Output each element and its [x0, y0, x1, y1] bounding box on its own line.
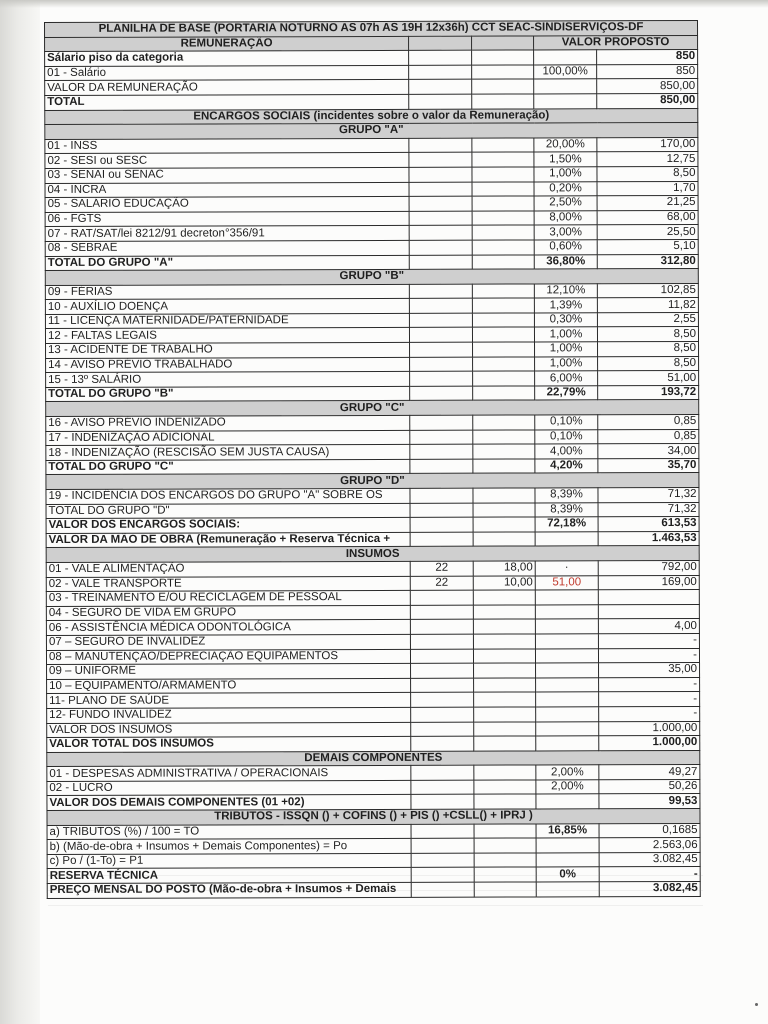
value-cell: [598, 590, 699, 605]
value-cell: 4,00: [598, 619, 699, 634]
row-label: VALOR TOTAL DOS INSUMOS: [47, 736, 411, 752]
quantity-cell: [410, 590, 473, 605]
unit-value-cell: [472, 254, 534, 269]
row-label: VALOR DA MÃO DE OBRA (Remuneração + Reserva Técnica +: [46, 532, 410, 548]
percent-cell: [535, 590, 598, 605]
quantity-cell: [410, 503, 473, 518]
percent-cell: 1,00%: [535, 356, 598, 371]
quantity-cell: [409, 153, 472, 168]
quantity-cell: [410, 357, 473, 372]
percent-cell: 0,60%: [534, 240, 597, 255]
row-label: 07 - RAT/SAT/lei 8212/91 decreton°356/91: [45, 226, 409, 242]
unit-value-cell: [472, 284, 534, 299]
percent-cell: 0,30%: [534, 313, 597, 328]
percent-cell: 36,80%: [534, 254, 597, 269]
quantity-cell: [409, 94, 472, 109]
percent-cell: 20,00%: [534, 138, 597, 153]
value-cell: 71,32: [598, 502, 699, 517]
unit-value-cell: [473, 488, 535, 503]
quantity-cell: [409, 36, 472, 51]
row-label: 16 - AVISO PRÉVIO INDENIZADO: [46, 415, 410, 431]
percent-cell: [535, 619, 598, 634]
unit-value-cell: [473, 415, 535, 430]
percent-cell: 2,00%: [536, 780, 599, 795]
value-cell: -: [599, 692, 700, 707]
row-label: 01 - DESPESAS ADMINISTRATIVA / OPERACIONAIS: [47, 766, 411, 782]
row-label: TOTAL DO GRUPO "D": [46, 503, 410, 519]
percent-cell: 0,10%: [535, 415, 598, 430]
unit-value-cell: [472, 50, 534, 65]
row-label: RESERVA TÉCNICA: [47, 868, 411, 884]
unit-value-cell: [474, 780, 536, 795]
quantity-cell: [409, 240, 472, 255]
value-cell: 312,80: [597, 254, 698, 269]
unit-value-cell: [472, 94, 534, 109]
unit-value-cell: [473, 386, 535, 401]
percent-cell: 12,10%: [534, 283, 597, 298]
quantity-cell: [410, 386, 473, 401]
unit-value-cell: [473, 605, 535, 620]
row-label: 11- PLANO DE SAÚDE: [47, 693, 411, 709]
percent-cell: [534, 79, 597, 94]
value-cell: 1.463,53: [598, 531, 699, 546]
section-title: TRIBUTOS - ISSQN () + COFINS () + PIS () +CSLL() + IPRJ ): [47, 809, 700, 826]
unit-value-cell: [472, 196, 534, 211]
row-label: 02 - VALE TRANSPORTE: [46, 576, 410, 592]
value-cell: 2,55: [597, 312, 698, 327]
value-cell: 8,50: [597, 327, 698, 342]
quantity-cell: [411, 692, 474, 707]
quantity-cell: [409, 138, 472, 153]
value-cell: 12,75: [597, 152, 698, 167]
row-label: b) (Mão-de-obra + Insumos + Demais Componentes) = Po: [47, 839, 411, 855]
value-cell: 34,00: [598, 444, 699, 459]
row-label: 06 - ASSISTÊNCIA MÉDICA ODONTOLÓGICA: [46, 620, 410, 636]
row-label: 03 - TREINAMENTO E/OU RECICLAGEM DE PESSOAL: [46, 591, 410, 607]
unit-value-cell: [474, 736, 536, 751]
percent-cell: [536, 692, 599, 707]
row-label: 10 - AUXÍLIO DOENÇA: [45, 299, 409, 315]
value-cell: 51,00: [598, 371, 699, 386]
value-cell: 5,10: [597, 239, 698, 254]
percent-cell: ·: [535, 561, 598, 576]
quantity-cell: [409, 50, 472, 65]
quantity-cell: [410, 649, 473, 664]
unit-value-cell: [472, 181, 534, 196]
value-cell: [598, 604, 699, 619]
row-label: 19 - INCIDÊNCIA DOS ENCARGOS DO GRUPO "A" SOBRE OS: [46, 488, 410, 504]
percent-cell: 1,00%: [534, 167, 597, 182]
value-cell: 8,50: [598, 342, 699, 357]
unit-value-cell: [473, 648, 535, 663]
value-cell: 1.000,00: [599, 736, 700, 751]
percent-cell: VALOR PROPOSTO: [534, 35, 698, 50]
row-label: TOTAL DO GRUPO "B": [46, 386, 410, 402]
row-label: 09 – UNIFORME: [47, 663, 411, 679]
unit-value-cell: [473, 532, 535, 547]
quantity-cell: [409, 284, 472, 299]
percent-cell: 4,00%: [535, 444, 598, 459]
sheet-title: PLANILHA DE BASE (PORTARIA NOTURNO AS 07h AS 19H 12x36h) CCT SEAC-SINDISERVIÇOS-DF: [45, 20, 698, 37]
scan-speck: [755, 1003, 758, 1006]
quantity-cell: [410, 459, 473, 474]
value-cell: -: [598, 633, 699, 648]
percent-cell: [536, 663, 599, 678]
quantity-cell: [410, 532, 473, 547]
unit-value-cell: [474, 765, 536, 780]
value-cell: 193,72: [598, 385, 699, 400]
value-cell: 8,50: [597, 166, 698, 181]
row-label: VALOR DOS INSUMOS: [47, 722, 411, 738]
row-label: 04 - INCRA: [45, 182, 409, 198]
row-label: 01 - Salário: [45, 65, 409, 81]
unit-value-cell: [473, 590, 535, 605]
unit-value-cell: [473, 459, 535, 474]
unit-value-cell: [473, 342, 535, 357]
value-cell: 613,53: [598, 517, 699, 532]
unit-value-cell: [474, 853, 536, 868]
row-label: 17 - INDENIZAÇÃO ADICIONAL: [46, 430, 410, 446]
quantity-cell: [410, 488, 473, 503]
row-label: 02 - SESI ou SESC: [45, 153, 409, 169]
row-label: 01 - VALE ALIMENTAÇÃO: [46, 561, 410, 577]
quantity-cell: [411, 765, 474, 780]
row-label: VALOR DOS ENCARGOS SOCIAIS:: [46, 518, 410, 534]
row-label: Sálario piso da categoria: [45, 51, 409, 67]
unit-value-cell: [473, 371, 535, 386]
unit-value-cell: [472, 79, 534, 94]
row-label: 07 – SEGURO DE INVALIDEZ: [46, 634, 410, 650]
percent-cell: [536, 736, 599, 751]
value-cell: 8,50: [598, 356, 699, 371]
quantity-cell: [410, 619, 473, 634]
value-cell: 0,85: [598, 429, 699, 444]
quantity-cell: [410, 605, 473, 620]
value-cell: 2.563,06: [599, 838, 700, 853]
section-title: INSUMOS: [46, 546, 699, 563]
quantity-cell: [409, 65, 472, 80]
row-label: 10 – EQUIPAMENTO/ARMAMENTO: [47, 678, 411, 694]
value-cell: 1,70: [597, 181, 698, 196]
row-label: 05 - SALÁRIO EDUCAÇÃO: [45, 196, 409, 212]
section-title: GRUPO "C": [46, 400, 699, 417]
quantity-cell: [411, 736, 474, 751]
percent-cell: 4,20%: [535, 459, 598, 474]
percent-cell: 6,00%: [535, 371, 598, 386]
value-cell: -: [599, 867, 700, 882]
value-cell: -: [599, 677, 700, 692]
row-label: 08 - SEBRAE: [45, 240, 409, 256]
percent-cell: 1,50%: [534, 152, 597, 167]
percent-cell: 2,00%: [536, 765, 599, 780]
unit-value-cell: [472, 327, 534, 342]
unit-value-cell: [472, 225, 534, 240]
value-cell: 850,00: [597, 93, 698, 108]
unit-value-cell: [474, 692, 536, 707]
percent-cell: [534, 50, 597, 65]
row-label: 04 - SEGURO DE VIDA EM GRUPO: [46, 605, 410, 621]
unit-value-cell: [472, 240, 534, 255]
section-title: GRUPO "D": [46, 473, 699, 490]
value-cell: 50,26: [599, 779, 700, 794]
percent-cell: [536, 721, 599, 736]
quantity-cell: 22: [410, 576, 473, 591]
percent-cell: 8,39%: [535, 488, 598, 503]
value-cell: -: [599, 706, 700, 721]
quantity-cell: [409, 211, 472, 226]
quantity-cell: [409, 255, 472, 270]
percent-cell: 1,39%: [534, 298, 597, 313]
row-label: 15 - 13º SALÁRIO: [46, 372, 410, 388]
percent-cell: 16,85%: [536, 823, 599, 838]
value-cell: 850: [597, 50, 698, 65]
percent-cell: [535, 648, 598, 663]
quantity-cell: [411, 838, 474, 853]
value-cell: 25,50: [597, 225, 698, 240]
quantity-cell: [409, 196, 472, 211]
unit-value-cell: [473, 444, 535, 459]
quantity-cell: [411, 853, 474, 868]
unit-value-cell: [473, 634, 535, 649]
value-cell: 792,00: [598, 560, 699, 575]
percent-cell: 72,18%: [535, 517, 598, 532]
value-cell: 850: [597, 64, 698, 79]
row-label: c) Po / (1-To) = P1: [47, 853, 411, 869]
value-cell: 71,32: [598, 487, 699, 502]
unit-value-cell: [474, 663, 536, 678]
percent-cell: 8,39%: [535, 502, 598, 517]
value-cell: 0,1685: [599, 823, 700, 838]
percent-cell: 0,20%: [534, 181, 597, 196]
percent-cell: 1,00%: [534, 327, 597, 342]
row-label: 11 - LICENÇA MATERNIDADE/PATERNIDADE: [45, 313, 409, 329]
quantity-cell: [410, 634, 473, 649]
unit-value-cell: [473, 503, 535, 518]
value-cell: 3.082,45: [599, 852, 700, 867]
quantity-cell: [410, 444, 473, 459]
value-cell: 0,85: [598, 414, 699, 429]
row-label: VALOR DA REMUNERAÇÃO: [45, 80, 409, 96]
unit-value-cell: 18,00: [473, 561, 535, 576]
row-label: 12- FUNDO INVALIDEZ: [47, 707, 411, 723]
unit-value-cell: [472, 138, 534, 153]
percent-cell: [536, 794, 599, 809]
unit-value-cell: [474, 824, 536, 839]
unit-value-cell: [472, 298, 534, 313]
row-label: 09 - FÉRIAS: [45, 284, 409, 300]
value-cell: 99,53: [599, 794, 700, 809]
row-label: 18 - INDENIZAÇÃO (RESCISÃO SEM JUSTA CAUSA): [46, 445, 410, 461]
percent-cell: [535, 605, 598, 620]
row-label: 14 - AVISO PRÉVIO TRABALHADO: [46, 357, 410, 373]
percent-cell: 1,00%: [535, 342, 598, 357]
unit-value-cell: [473, 517, 535, 532]
unit-value-cell: [472, 65, 534, 80]
row-label: 12 - FALTAS LEGAIS: [45, 328, 409, 344]
percent-cell: [535, 532, 598, 547]
scan-edge-shadow: [0, 0, 40, 1024]
row-label: 08 – MANUTENÇÃO/DEPRECIAÇÃO EQUIPAMENTOS: [46, 649, 410, 665]
unit-value-cell: [474, 678, 536, 693]
quantity-cell: [409, 182, 472, 197]
unit-value-cell: [472, 313, 534, 328]
percent-cell: [534, 94, 597, 109]
bleed-through-shadow: [48, 875, 703, 920]
value-cell: 102,85: [597, 283, 698, 298]
value-cell: 11,82: [597, 298, 698, 313]
row-label: 02 - LUCRO: [47, 780, 411, 796]
quantity-cell: [410, 517, 473, 532]
quantity-cell: [409, 298, 472, 313]
unit-value-cell: [472, 36, 534, 51]
percent-cell: 51,00: [535, 575, 598, 590]
value-cell: 1.000,00: [599, 721, 700, 736]
row-label: TOTAL: [45, 94, 409, 110]
percent-cell: 8,00%: [534, 210, 597, 225]
quantity-cell: [409, 225, 472, 240]
quantity-cell: [410, 371, 473, 386]
row-label: 01 - INSS: [45, 138, 409, 154]
quantity-cell: [409, 80, 472, 95]
unit-value-cell: [473, 430, 535, 445]
value-cell: 3.082,45: [599, 881, 700, 896]
row-label: PREÇO MENSAL DO POSTO (Mão-de-obra + Insumos + Demais: [47, 882, 411, 898]
section-title: GRUPO "A": [45, 123, 698, 140]
percent-cell: [535, 634, 598, 649]
unit-value-cell: [474, 794, 536, 809]
quantity-cell: 22: [410, 561, 473, 576]
quantity-cell: [409, 167, 472, 182]
unit-value-cell: [473, 619, 535, 634]
percent-cell: 0%: [536, 867, 599, 882]
quantity-cell: [411, 722, 474, 737]
quantity-cell: [411, 780, 474, 795]
quantity-cell: [411, 663, 474, 678]
quantity-cell: [411, 678, 474, 693]
unit-value-cell: [472, 152, 534, 167]
row-label: a) TRIBUTOS (%) / 100 = TO: [47, 824, 411, 840]
section-title: ENCARGOS SOCIAIS (incidentes sobre o valor da Remuneração): [45, 108, 698, 125]
unit-value-cell: [473, 357, 535, 372]
unit-value-cell: [474, 721, 536, 736]
value-cell: 169,00: [598, 575, 699, 590]
row-label: REMUNERAÇÃO: [45, 36, 409, 52]
row-label: 13 - ACIDENTE DE TRABALHO: [46, 342, 410, 358]
percent-cell: 3,00%: [534, 225, 597, 240]
unit-value-cell: [474, 838, 536, 853]
value-cell: 170,00: [597, 137, 698, 152]
quantity-cell: [410, 342, 473, 357]
quantity-cell: [410, 430, 473, 445]
quantity-cell: [410, 415, 473, 430]
percent-cell: [536, 707, 599, 722]
value-cell: 35,00: [599, 663, 700, 678]
row-label: 06 - FGTS: [45, 211, 409, 227]
quantity-cell: [411, 707, 474, 722]
unit-value-cell: 10,00: [473, 576, 535, 591]
percent-cell: 22,79%: [535, 386, 598, 401]
value-cell: 68,00: [597, 210, 698, 225]
value-cell: 35,70: [598, 458, 699, 473]
scan-top-shadow: [0, 0, 768, 8]
section-title: GRUPO "B": [45, 269, 698, 286]
row-label: TOTAL DO GRUPO "C": [46, 459, 410, 475]
value-cell: 49,27: [599, 765, 700, 780]
unit-value-cell: [472, 211, 534, 226]
value-cell: 21,25: [597, 196, 698, 211]
quantity-cell: [411, 795, 474, 810]
section-title: DEMAIS COMPONENTES: [47, 750, 700, 767]
unit-value-cell: [472, 167, 534, 182]
percent-cell: [536, 838, 599, 853]
percent-cell: 2,50%: [534, 196, 597, 211]
percent-cell: [536, 853, 599, 868]
value-cell: -: [598, 648, 699, 663]
percent-cell: 0,10%: [535, 429, 598, 444]
unit-value-cell: [474, 707, 536, 722]
row-label: VALOR DOS DEMAIS COMPONENTES (01 +02): [47, 795, 411, 811]
quantity-cell: [409, 328, 472, 343]
quantity-cell: [411, 824, 474, 839]
row-label: TOTAL DO GRUPO "A": [45, 255, 409, 271]
percent-cell: 100,00%: [534, 65, 597, 80]
cost-spreadsheet: [44, 20, 701, 899]
value-cell: 850,00: [597, 79, 698, 94]
row-label: 03 - SENAI ou SENAC: [45, 167, 409, 183]
percent-cell: [536, 677, 599, 692]
quantity-cell: [409, 313, 472, 328]
